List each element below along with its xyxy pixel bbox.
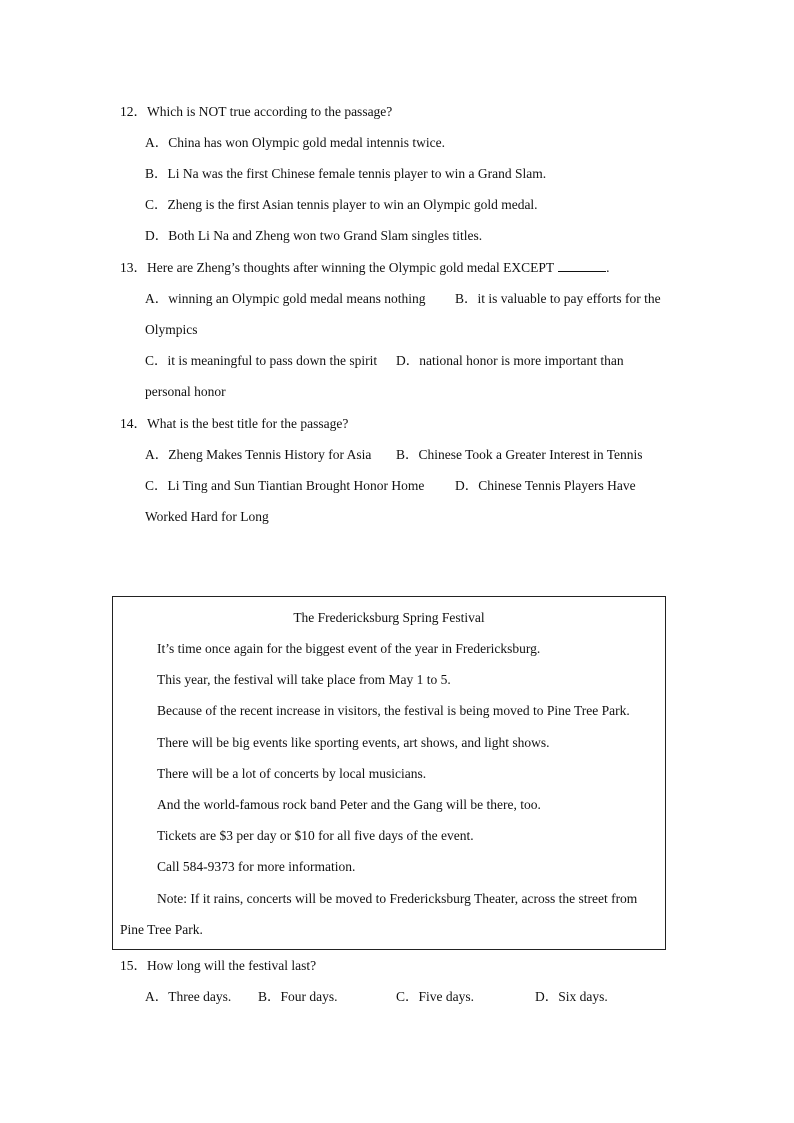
question-13-stem: 13．Here are Zheng’s thoughts after winning the Olympic gold medal EXCEPT (120, 260, 555, 275)
question-13-option-b-cont: Olympics (145, 322, 198, 337)
question-13-stem-line (120, 259, 610, 277)
question-13-option-a: A．winning an Olympic gold medal means nothing (145, 291, 426, 306)
notice-paragraph: Call 584-9373 for more information. (157, 859, 356, 874)
question-14-option-a: A．Zheng Makes Tennis History for Asia (145, 447, 372, 462)
answer-blank (558, 259, 606, 272)
question-13-option-d: D．national honor is more important than (396, 353, 624, 368)
question-15-option-c: C．Five days. (396, 989, 475, 1004)
notice-paragraph-cont: Pine Tree Park. (120, 922, 203, 937)
question-13-stem-end: . (606, 260, 610, 275)
notice-paragraph: Note: If it rains, concerts will be moved to Fredericksburg Theater, across the street from (157, 891, 638, 906)
question-14-option-d: D．Chinese Tennis Players Have (455, 478, 636, 493)
question-15-option-b: B．Four days. (258, 989, 338, 1004)
question-12-stem: 12．Which is NOT true according to the passage? (120, 104, 393, 119)
notice-paragraph: Tickets are $3 per day or $10 for all five days of the event. (157, 828, 474, 843)
question-15-option-a: A．Three days. (145, 989, 232, 1004)
festival-notice-box (112, 596, 666, 950)
question-14-option-c: C．Li Ting and Sun Tiantian Brought Honor Home (145, 478, 425, 493)
question-14-option-b: B．Chinese Took a Greater Interest in Tennis (396, 447, 643, 462)
question-15-stem: 15．How long will the festival last? (120, 958, 317, 973)
question-14-stem: 14．What is the best title for the passage? (120, 416, 349, 431)
notice-paragraph: There will be a lot of concerts by local musicians. (157, 766, 427, 781)
question-13-option-d-cont: personal honor (145, 384, 226, 399)
question-12-option-d: D．Both Li Na and Zheng won two Grand Slam singles titles. (145, 228, 483, 243)
question-12-option-c: C．Zheng is the first Asian tennis player to win an Olympic gold medal. (145, 197, 538, 212)
notice-paragraph: This year, the festival will take place from May 1 to 5. (157, 672, 451, 687)
notice-title: The Fredericksburg Spring Festival (293, 610, 485, 625)
question-14-option-d-cont: Worked Hard for Long (145, 509, 269, 524)
question-12-option-b: B．Li Na was the first Chinese female tennis player to win a Grand Slam. (145, 166, 547, 181)
question-13-option-c: C．it is meaningful to pass down the spirit (145, 353, 378, 368)
notice-paragraph: And the world-famous rock band Peter and the Gang will be there, too. (157, 797, 541, 812)
question-15-option-d: D．Six days. (535, 989, 608, 1004)
notice-paragraph: Because of the recent increase in visitors, the festival is being moved to Pine Tree Park. (157, 703, 630, 718)
question-12-option-a: A．China has won Olympic gold medal intennis twice. (145, 135, 445, 150)
question-13-option-b: B．it is valuable to pay efforts for the (455, 291, 661, 306)
notice-paragraph: It’s time once again for the biggest event of the year in Fredericksburg. (157, 641, 541, 656)
notice-paragraph: There will be big events like sporting events, art shows, and light shows. (157, 735, 550, 750)
